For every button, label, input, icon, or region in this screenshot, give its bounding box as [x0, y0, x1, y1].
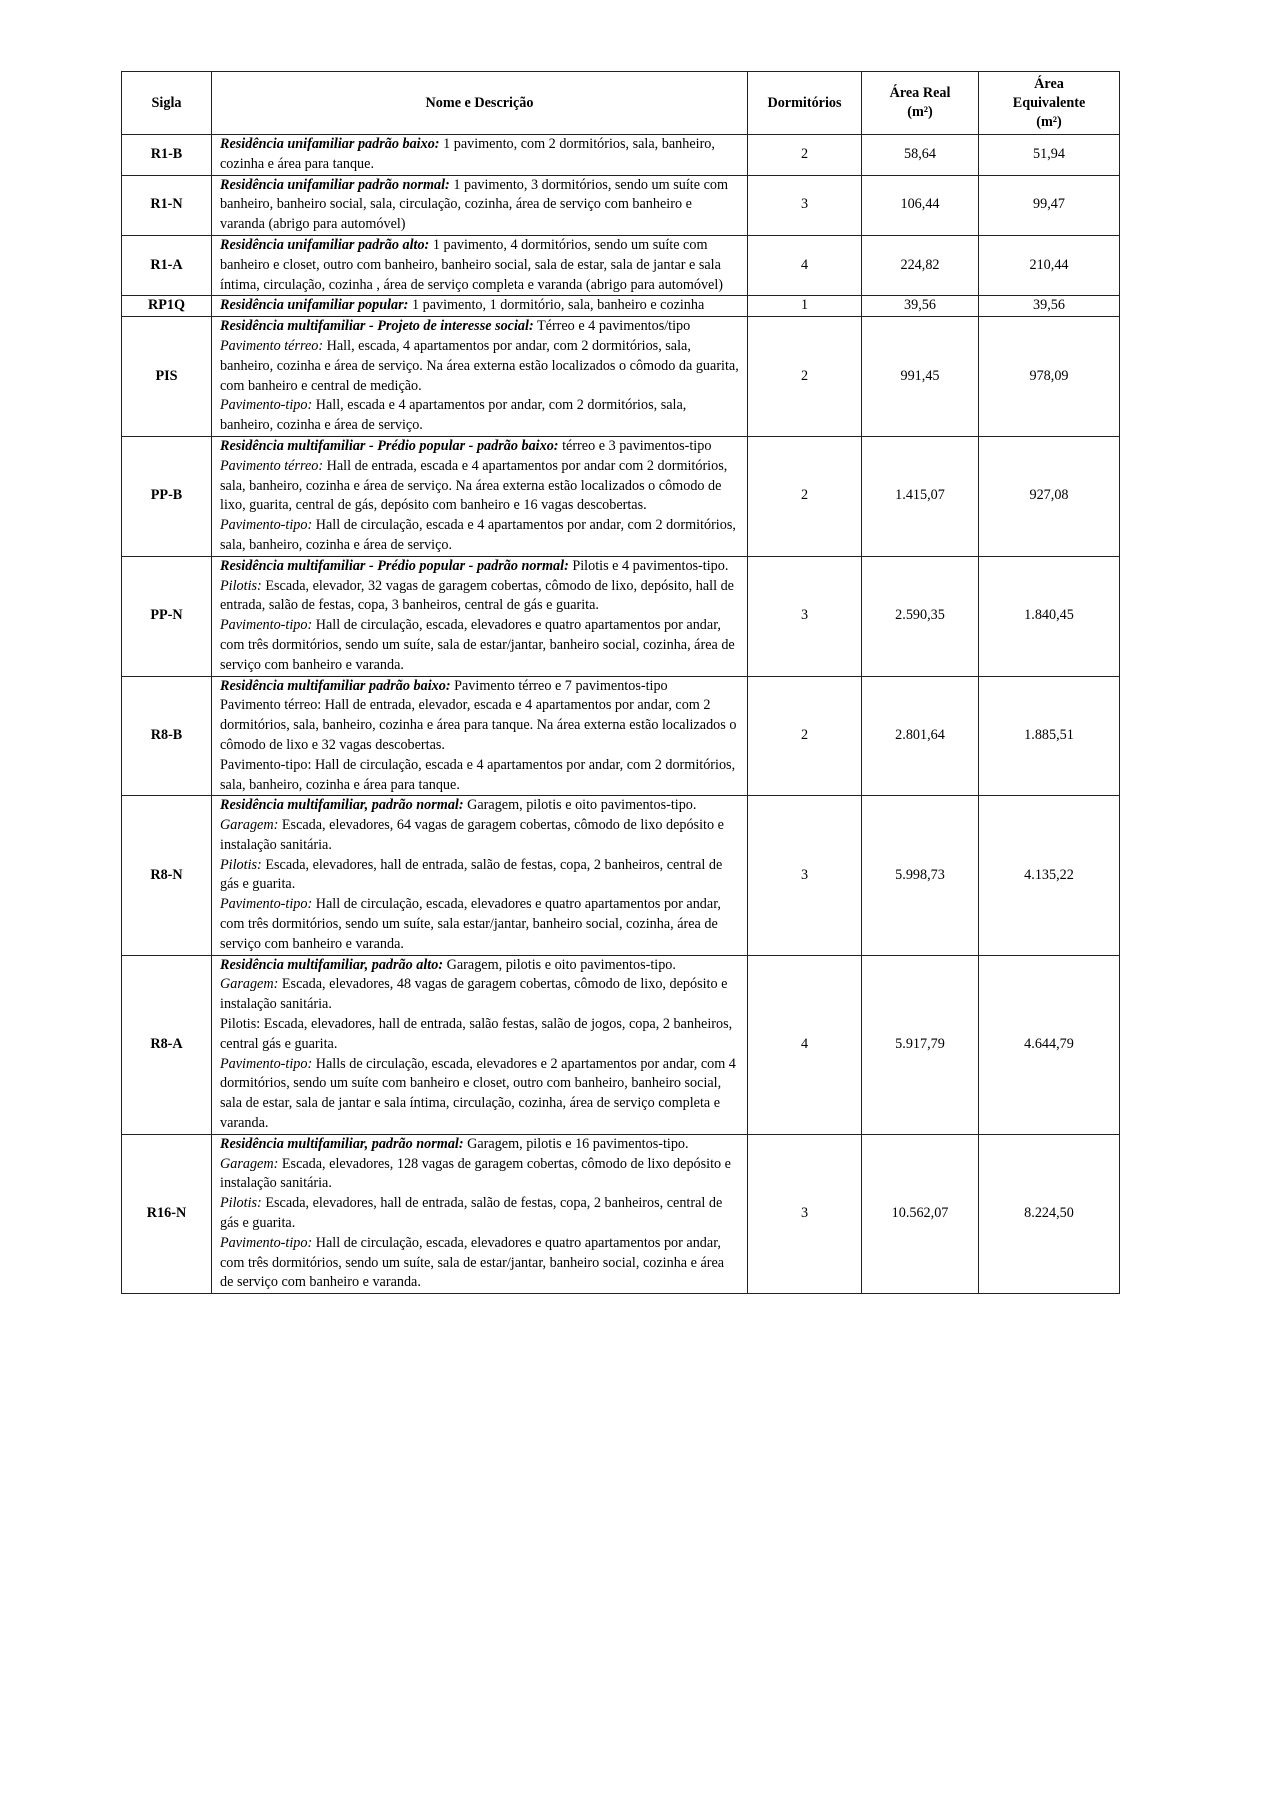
cell-nome-descricao: [212, 135, 748, 176]
description-paragraph: [220, 975, 739, 1015]
description-text: Garagem, pilotis e oito pavimentos-tipo.: [463, 797, 697, 814]
cell-area-equivalente: 927,08: [979, 436, 1120, 556]
description-text: Escada, elevadores, 64 vagas de garagem cobertas, cômodo de lixo depósito e instalação sanitária.: [220, 817, 724, 853]
table-row: [122, 436, 1120, 556]
description-label: Pavimento-tipo:: [220, 517, 313, 534]
description-text: 1 pavimento, 4 dormitórios, sendo um suíte com banheiro e closet, outro com banheiro, banheiro social, sala de estar, sala de jantar e sala íntima, circulação, cozinha , área de serviço completa e varanda (abrigo para automóvel): [220, 236, 724, 293]
cell-nome-descricao: [212, 556, 748, 676]
cell-sigla: R8-A: [122, 955, 212, 1134]
cell-sigla: R1-B: [122, 135, 212, 176]
cell-sigla: R8-N: [122, 796, 212, 955]
table-row: [122, 796, 1120, 955]
cell-nome-descricao: [212, 955, 748, 1134]
description-text: Hall, escada e 4 apartamentos por andar, com 2 dormitórios, sala, banheiro, cozinha e área de serviço.: [220, 397, 687, 434]
cell-area-equivalente: 4.135,22: [979, 796, 1120, 955]
cell-dormitorios: 2: [748, 676, 862, 796]
table-row: [122, 955, 1120, 1134]
description-paragraph: [220, 457, 739, 516]
cell-area-equivalente: 1.840,45: [979, 556, 1120, 676]
table-row: [122, 676, 1120, 796]
description-paragraph: [220, 396, 739, 436]
cell-sigla: R8-B: [122, 676, 212, 796]
description-paragraph: [220, 236, 739, 295]
cell-area-equivalente: 51,94: [979, 135, 1120, 176]
description-label: Pilotis:: [220, 856, 262, 873]
description-paragraph: [220, 696, 739, 755]
description-paragraph: [220, 1234, 739, 1293]
description-text: Pilotis: Escada, elevadores, hall de entrada, salão festas, salão de jogos, copa, 2 banheiros, central gás e guarita.: [220, 1016, 733, 1052]
cell-area-equivalente: 210,44: [979, 235, 1120, 295]
description-label: Pavimento térreo:: [220, 457, 324, 474]
description-text: 1 pavimento, 3 dormitórios, sendo um suíte com banheiro, banheiro social, sala, circulação, cozinha, área de serviço com banheiro e varanda (abrigo para automóvel): [220, 176, 728, 233]
table-header-row: [122, 72, 1120, 135]
cell-area-equivalente: 8.224,50: [979, 1134, 1120, 1293]
table-row: [122, 235, 1120, 295]
cell-area-real: 991,45: [862, 317, 979, 437]
description-paragraph: [220, 557, 739, 577]
description-paragraph: [220, 317, 739, 337]
cell-area-equivalente: 1.885,51: [979, 676, 1120, 796]
description-paragraph: [220, 616, 739, 675]
description-paragraph: [220, 756, 739, 796]
cell-dormitorios: 4: [748, 955, 862, 1134]
table-row: [122, 175, 1120, 235]
description-text: Pavimento térreo: Hall de entrada, elevador, escada e 4 apartamentos por andar, com 2 dormitórios, sala, banheiro, cozinha e área para tanque. Na área externa estão localizados o cômodo de lixo e 32 vagas descobertas.: [220, 697, 737, 753]
cell-area-real: 2.590,35: [862, 556, 979, 676]
cell-dormitorios: 1: [748, 296, 862, 317]
cell-dormitorios: 4: [748, 235, 862, 295]
description-text: Pavimento térreo e 7 pavimentos-tipo: [450, 677, 668, 694]
cell-area-equivalente: 99,47: [979, 175, 1120, 235]
description-title: Residência unifamiliar padrão alto:: [220, 236, 430, 253]
cell-area-equivalente: 978,09: [979, 317, 1120, 437]
cell-area-real: 58,64: [862, 135, 979, 176]
description-title: Residência multifamiliar, padrão alto:: [220, 956, 444, 973]
description-text: Hall, escada, 4 apartamentos por andar, com 2 dormitórios, sala, banheiro, cozinha e área de serviço. Na área externa estão localizados o cômodo da guarita, com banheiro e central de medição.: [220, 337, 739, 394]
cell-area-equivalente: 4.644,79: [979, 955, 1120, 1134]
description-paragraph: [220, 1135, 739, 1194]
cell-sigla: RP1Q: [122, 296, 212, 317]
description-text: Hall de circulação, escada, elevadores e quatro apartamentos por andar, com três dormitórios, sendo um suíte, sala de estar/jantar, banheiro social, cozinha, área de serviço com banheiro e varanda.: [220, 617, 735, 673]
description-text: Halls de circulação, escada, elevadores e 2 apartamentos por andar, com 4 dormitórios, sendo um suíte com banheiro e closet, outro com banheiro, banheiro social, sala de estar, sala de jantar e sala íntima, circulação, cozinha, área de serviço completa e varanda.: [220, 1055, 736, 1132]
description-label: Garagem:: [220, 817, 279, 834]
description-label: Pavimento térreo:: [220, 337, 324, 354]
description-paragraph: [220, 856, 739, 896]
header-area-real: Área Real (m²): [862, 72, 979, 135]
cell-area-real: 1.415,07: [862, 436, 979, 556]
description-paragraph: [220, 296, 739, 316]
description-paragraph: [220, 796, 739, 816]
description-text: Pilotis e 4 pavimentos-tipo.: [568, 557, 729, 574]
description-label: Pavimento-tipo:: [220, 1055, 313, 1072]
building-types-table: [121, 71, 1120, 1294]
cell-nome-descricao: [212, 1134, 748, 1293]
description-text: Hall de entrada, escada e 4 apartamentos por andar com 2 dormitórios, sala, banheiro, cozinha e área de serviço. Na área externa estão localizados o cômodo de lixo, guarita, central de gás, depósito com banheiro e 16 vagas descobertas.: [220, 457, 728, 514]
cell-area-equivalente: 39,56: [979, 296, 1120, 317]
description-text: Garagem, pilotis e 16 pavimentos-tipo.: [463, 1135, 689, 1152]
cell-nome-descricao: [212, 796, 748, 955]
description-paragraph: [220, 176, 739, 235]
description-text: 1 pavimento, 1 dormitório, sala, banheiro e cozinha: [408, 297, 705, 314]
cell-dormitorios: 2: [748, 317, 862, 437]
description-text: Escada, elevadores, 128 vagas de garagem cobertas, cômodo de lixo depósito e instalação sanitária.: [220, 1155, 731, 1192]
description-paragraph: [220, 956, 739, 976]
cell-nome-descricao: [212, 436, 748, 556]
description-label: Garagem:: [220, 976, 279, 993]
description-text: Hall de circulação, escada e 4 apartamentos por andar, com 2 dormitórios, sala, banheiro, cozinha e área de serviço.: [220, 517, 736, 553]
cell-sigla: R16-N: [122, 1134, 212, 1293]
cell-area-real: 10.562,07: [862, 1134, 979, 1293]
description-text: Hall de circulação, escada, elevadores e quatro apartamentos por andar, com três dormitórios, sendo um suíte, sala estar/jantar, banheiro social, cozinha, área de serviço com banheiro e varanda.: [220, 896, 721, 952]
table-row: [122, 556, 1120, 676]
description-title: Residência multifamiliar padrão baixo:: [220, 677, 451, 694]
cell-sigla: PP-B: [122, 436, 212, 556]
description-text: Escada, elevadores, hall de entrada, salão de festas, copa, 2 banheiros, central de gás e guarita.: [220, 856, 723, 893]
description-label: Pavimento-tipo:: [220, 896, 313, 913]
cell-area-real: 224,82: [862, 235, 979, 295]
description-text: térreo e 3 pavimentos-tipo: [558, 437, 712, 454]
cell-nome-descricao: [212, 235, 748, 295]
description-paragraph: [220, 437, 739, 457]
description-paragraph: [220, 677, 739, 697]
cell-dormitorios: 2: [748, 135, 862, 176]
description-label: Pavimento-tipo:: [220, 397, 313, 414]
description-label: Pilotis:: [220, 577, 262, 594]
description-label: Pavimento-tipo:: [220, 1234, 313, 1251]
cell-nome-descricao: [212, 175, 748, 235]
table-row: [122, 317, 1120, 437]
cell-area-real: 5.998,73: [862, 796, 979, 955]
cell-sigla: R1-N: [122, 175, 212, 235]
description-paragraph: [220, 816, 739, 856]
cell-dormitorios: 3: [748, 175, 862, 235]
description-text: Hall de circulação, escada, elevadores e quatro apartamentos por andar, com três dormitórios, sendo um suíte, sala de estar/jantar, banheiro social, cozinha e área de serviço com banheiro e varanda.: [220, 1234, 725, 1291]
description-text: Escada, elevadores, 48 vagas de garagem cobertas, cômodo de lixo, depósito e instalação sanitária.: [220, 976, 728, 1013]
header-sigla: Sigla: [122, 72, 212, 135]
description-paragraph: [220, 135, 739, 175]
description-title: Residência multifamiliar - Prédio popular - padrão normal:: [220, 557, 569, 574]
cell-nome-descricao: [212, 676, 748, 796]
description-paragraph: [220, 1055, 739, 1134]
description-text: Escada, elevadores, hall de entrada, salão de festas, copa, 2 banheiros, central de gás e guarita.: [220, 1195, 723, 1232]
description-text: Escada, elevador, 32 vagas de garagem cobertas, cômodo de lixo, depósito, hall de entrada, salão de festas, copa, 3 banheiros, central de gás e guarita.: [220, 577, 734, 614]
description-title: Residência multifamiliar - Projeto de interesse social:: [220, 318, 534, 335]
description-title: Residência multifamiliar, padrão normal:: [220, 797, 464, 814]
description-text: Pavimento-tipo: Hall de circulação, escada e 4 apartamentos por andar, com 2 dormitórios, sala, banheiro, cozinha e área para tanque.: [220, 756, 736, 793]
description-paragraph: [220, 516, 739, 556]
description-label: Pavimento-tipo:: [220, 617, 313, 634]
header-nome-descricao: Nome e Descrição: [212, 72, 748, 135]
cell-area-real: 106,44: [862, 175, 979, 235]
cell-area-real: 5.917,79: [862, 955, 979, 1134]
description-title: Residência multifamiliar - Prédio popular - padrão baixo:: [220, 437, 559, 454]
description-label: Pilotis:: [220, 1195, 262, 1212]
description-title: Residência unifamiliar padrão baixo:: [220, 136, 440, 152]
description-paragraph: [220, 337, 739, 396]
cell-sigla: PIS: [122, 317, 212, 437]
cell-area-real: 2.801,64: [862, 676, 979, 796]
description-text: 1 pavimento, com 2 dormitórios, sala, banheiro, cozinha e área para tanque.: [220, 136, 715, 172]
cell-dormitorios: 3: [748, 1134, 862, 1293]
table-row: [122, 135, 1120, 176]
cell-sigla: R1-A: [122, 235, 212, 295]
description-title: Residência multifamiliar, padrão normal:: [220, 1135, 464, 1152]
table-row: [122, 296, 1120, 317]
description-label: Garagem:: [220, 1155, 279, 1172]
description-text: Garagem, pilotis e oito pavimentos-tipo.: [443, 956, 676, 973]
description-paragraph: [220, 1015, 739, 1055]
header-area-equivalente: Área Equivalente (m²): [979, 72, 1120, 135]
description-paragraph: [220, 895, 739, 954]
description-title: Residência unifamiliar padrão normal:: [220, 176, 450, 193]
description-paragraph: [220, 1194, 739, 1234]
description-text: Térreo e 4 pavimentos/tipo: [533, 318, 691, 335]
header-dormitorios: Dormitórios: [748, 72, 862, 135]
cell-nome-descricao: [212, 296, 748, 317]
description-paragraph: [220, 577, 739, 617]
cell-sigla: PP-N: [122, 556, 212, 676]
table-row: [122, 1134, 1120, 1293]
cell-dormitorios: 3: [748, 796, 862, 955]
cell-nome-descricao: [212, 317, 748, 437]
cell-area-real: 39,56: [862, 296, 979, 317]
cell-dormitorios: 3: [748, 556, 862, 676]
description-title: Residência unifamiliar popular:: [220, 297, 409, 314]
cell-dormitorios: 2: [748, 436, 862, 556]
